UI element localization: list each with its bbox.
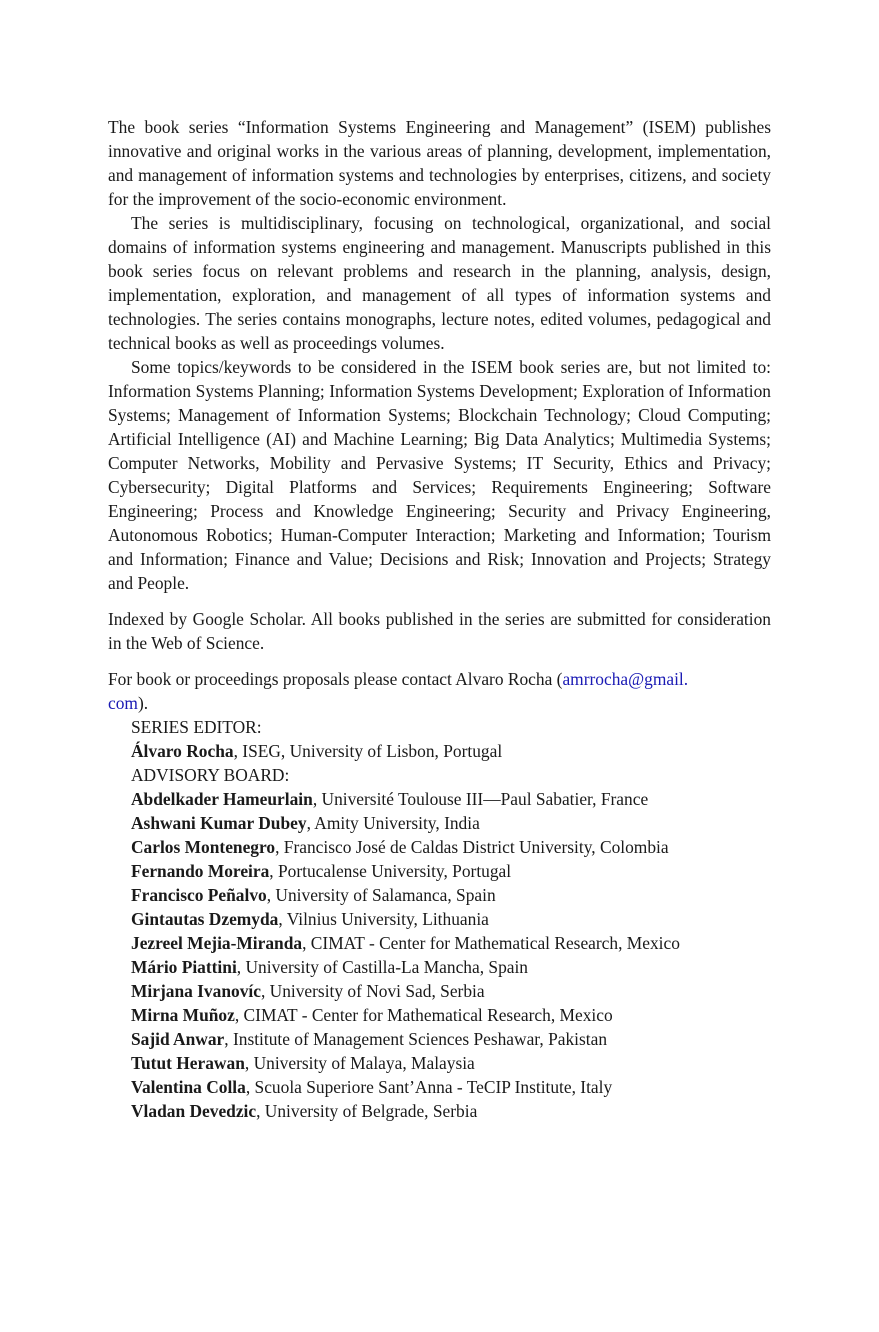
member-affiliation: , Portucalense University, Portugal	[269, 861, 512, 881]
member-affiliation: , University of Novi Sad, Serbia	[260, 981, 485, 1001]
contact-suffix: ).	[137, 693, 149, 713]
member-affiliation: , University of Castilla-La Mancha, Spain	[236, 957, 529, 977]
series-editor-name: Álvaro Rocha	[131, 741, 234, 761]
member-name: Abdelkader Hameurlain	[131, 789, 313, 809]
advisory-board-member	[131, 787, 771, 811]
member-affiliation: , CIMAT - Center for Mathematical Research, Mexico	[302, 933, 680, 953]
series-editor-affiliation: , ISEG, University of Lisbon, Portugal	[233, 741, 503, 761]
member-name: Gintautas Dzemyda	[131, 909, 279, 929]
editorial-board	[131, 715, 771, 1123]
member-affiliation: , Francisco José de Caldas District University, Colombia	[275, 837, 669, 857]
member-name: Carlos Montenegro	[131, 837, 276, 857]
member-name: Sajid Anwar	[131, 1029, 225, 1049]
intro-paragraph-2: The series is multidisciplinary, focusing on technological, organizational, and social domains of information systems engineering and management. Manuscripts published in this book series focus on relevant problems and research in the planning, analysis, design, implementation, exploration, and management of all types of information systems and technologies. The series contains monographs, lecture notes, edited volumes, pedagogical and technical books as well as proceedings volumes.	[108, 213, 771, 353]
member-name: Mirjana Ivanovíc	[131, 981, 261, 1001]
member-name: Fernando Moreira	[131, 861, 270, 881]
member-affiliation: , Université Toulouse III—Paul Sabatier, France	[312, 789, 649, 809]
advisory-board-member	[131, 1075, 771, 1099]
member-name: Mirna Muñoz	[131, 1005, 235, 1025]
advisory-board-member	[131, 907, 771, 931]
member-affiliation: , University of Salamanca, Spain	[266, 885, 496, 905]
member-affiliation: , University of Malaya, Malaysia	[244, 1053, 475, 1073]
member-affiliation: , University of Belgrade, Serbia	[256, 1101, 478, 1121]
member-affiliation: , Vilnius University, Lithuania	[278, 909, 489, 929]
advisory-board-member	[131, 1027, 771, 1051]
series-editor-entry	[131, 739, 771, 763]
advisory-board-member	[131, 1003, 771, 1027]
member-name: Valentina Colla	[131, 1077, 246, 1097]
member-name: Francisco Peñalvo	[131, 885, 267, 905]
advisory-board-member	[131, 883, 771, 907]
contact-email-part-1: amrrocha@gmail.	[562, 669, 689, 689]
contact-email-part-2: com	[108, 693, 138, 713]
member-name: Mário Piattini	[131, 957, 237, 977]
page-content	[108, 115, 771, 1123]
member-affiliation: , CIMAT - Center for Mathematical Research, Mexico	[234, 1005, 613, 1025]
intro-paragraph-3: Some topics/keywords to be considered in the ISEM book series are, but not limited to: Information Systems Planning; Information Systems Development; Exploration of Information Systems; Management of Information Systems; Blockchain Technology; Cloud Computing; Artificial Intelligence (AI) and Machine Learning; Big Data Analytics; Multimedia Systems; Computer Networks, Mobility and Pervasive Systems; IT Security, Ethics and Privacy; Cybersecurity; Digital Platforms and Services; Requirements Engineering; Software Engineering; Process and Knowledge Engineering; Security and Privacy Engineering, Autonomous Robotics; Human-Computer Interaction; Marketing and Information; Tourism and Information; Finance and Value; Decisions and Risk; Innovation and Projects; Strategy and People.	[108, 357, 771, 593]
advisory-board-list	[131, 787, 771, 1123]
advisory-board-member	[131, 1099, 771, 1123]
indexed-statement: Indexed by Google Scholar. All books published in the series are submitted for consideration in the Web of Science.	[108, 609, 771, 653]
advisory-board-member	[131, 1051, 771, 1075]
member-name: Tutut Herawan	[131, 1053, 245, 1073]
advisory-board-member	[131, 979, 771, 1003]
member-affiliation: , Scuola Superiore Sant’Anna - TeCIP Institute, Italy	[245, 1077, 613, 1097]
series-editor-heading: SERIES EDITOR:	[131, 717, 262, 737]
advisory-board-heading: ADVISORY BOARD:	[131, 765, 290, 785]
contact-statement	[108, 667, 771, 715]
member-affiliation: , Amity University, India	[306, 813, 480, 833]
advisory-board-member	[131, 955, 771, 979]
advisory-board-member	[131, 835, 771, 859]
advisory-board-member	[131, 931, 771, 955]
contact-prefix: For book or proceedings proposals please contact Alvaro Rocha (	[108, 669, 563, 689]
advisory-board-member	[131, 811, 771, 835]
member-name: Jezreel Mejia-Miranda	[131, 933, 303, 953]
member-name: Vladan Devedzic	[131, 1101, 257, 1121]
advisory-board-member	[131, 859, 771, 883]
member-affiliation: , Institute of Management Sciences Peshawar, Pakistan	[224, 1029, 608, 1049]
intro-paragraph-1: The book series “Information Systems Engineering and Management” (ISEM) publishes innovative and original works in the various areas of planning, development, implementation, and management of information systems and technologies by enterprises, citizens, and society for the improvement of the socio-economic environment.	[108, 117, 771, 209]
member-name: Ashwani Kumar Dubey	[131, 813, 307, 833]
